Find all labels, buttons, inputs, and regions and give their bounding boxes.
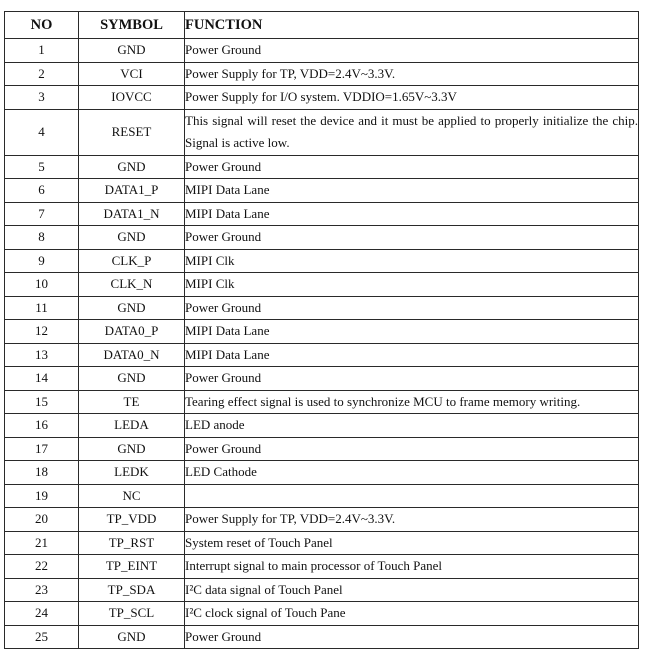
pin-symbol-cell: GND	[79, 367, 185, 391]
pin-function-cell: Tearing effect signal is used to synchronize MCU to frame memory writing.	[185, 390, 639, 414]
pin-number-cell: 9	[5, 249, 79, 273]
table-row	[5, 531, 639, 555]
table-row	[5, 508, 639, 532]
table-row	[5, 625, 639, 649]
pin-number-cell: 15	[5, 390, 79, 414]
pin-symbol-cell: GND	[79, 437, 185, 461]
table-row	[5, 461, 639, 485]
pin-symbol-cell: TP_VDD	[79, 508, 185, 532]
pin-number-cell: 11	[5, 296, 79, 320]
pin-number-cell: 5	[5, 155, 79, 179]
table-row	[5, 437, 639, 461]
table-row	[5, 320, 639, 344]
table-row	[5, 367, 639, 391]
table-body	[5, 39, 639, 649]
pin-number-cell: 22	[5, 555, 79, 579]
pin-symbol-cell: TP_SDA	[79, 578, 185, 602]
pin-number-cell: 21	[5, 531, 79, 555]
pin-symbol-cell: GND	[79, 296, 185, 320]
pin-symbol-cell: GND	[79, 155, 185, 179]
pin-symbol-cell: TP_RST	[79, 531, 185, 555]
table-row	[5, 390, 639, 414]
pin-symbol-cell: DATA1_N	[79, 202, 185, 226]
table-row	[5, 86, 639, 110]
pin-function-cell: Power Supply for TP, VDD=2.4V~3.3V.	[185, 62, 639, 86]
pin-symbol-cell: TE	[79, 390, 185, 414]
pin-number-cell: 13	[5, 343, 79, 367]
pin-function-cell: MIPI Clk	[185, 273, 639, 297]
pin-number-cell: 2	[5, 62, 79, 86]
pin-function-cell: This signal will reset the device and it must be applied to properly initialize the chip. Signal is active low.	[185, 109, 639, 155]
pin-symbol-cell: IOVCC	[79, 86, 185, 110]
pin-function-cell: Power Supply for I/O system. VDDIO=1.65V~3.3V	[185, 86, 639, 110]
pin-number-cell: 23	[5, 578, 79, 602]
pin-number-cell: 18	[5, 461, 79, 485]
pin-number-cell: 17	[5, 437, 79, 461]
pin-symbol-cell: GND	[79, 625, 185, 649]
pin-function-cell: MIPI Clk	[185, 249, 639, 273]
pin-function-cell: System reset of Touch Panel	[185, 531, 639, 555]
pin-function-cell: I²C data signal of Touch Panel	[185, 578, 639, 602]
pin-function-cell: MIPI Data Lane	[185, 343, 639, 367]
pin-function-cell: Power Ground	[185, 625, 639, 649]
pin-symbol-cell: RESET	[79, 109, 185, 155]
pin-function-cell: LED Cathode	[185, 461, 639, 485]
header-no: NO	[5, 12, 79, 39]
pin-number-cell: 16	[5, 414, 79, 438]
pin-symbol-cell: NC	[79, 484, 185, 508]
table-row	[5, 484, 639, 508]
pin-number-cell: 25	[5, 625, 79, 649]
pin-function-cell: Power Ground	[185, 155, 639, 179]
pin-symbol-cell: GND	[79, 39, 185, 63]
pin-function-cell: Interrupt signal to main processor of Touch Panel	[185, 555, 639, 579]
pin-symbol-cell: LEDK	[79, 461, 185, 485]
table-row	[5, 179, 639, 203]
pin-function-cell: MIPI Data Lane	[185, 320, 639, 344]
pin-number-cell: 12	[5, 320, 79, 344]
table-row	[5, 249, 639, 273]
pin-number-cell: 14	[5, 367, 79, 391]
pin-symbol-cell: CLK_P	[79, 249, 185, 273]
table-row	[5, 602, 639, 626]
header-function: FUNCTION	[185, 12, 639, 39]
pin-function-cell: Power Ground	[185, 437, 639, 461]
header-row	[5, 12, 639, 39]
pin-number-cell: 20	[5, 508, 79, 532]
table-row	[5, 155, 639, 179]
pin-symbol-cell: CLK_N	[79, 273, 185, 297]
pin-function-cell: LED anode	[185, 414, 639, 438]
pin-function-cell: Power Ground	[185, 367, 639, 391]
pin-number-cell: 24	[5, 602, 79, 626]
table-row	[5, 202, 639, 226]
pin-number-cell: 8	[5, 226, 79, 250]
table-row	[5, 226, 639, 250]
pin-symbol-cell: VCI	[79, 62, 185, 86]
pin-function-cell: Power Ground	[185, 226, 639, 250]
pin-symbol-cell: DATA1_P	[79, 179, 185, 203]
pin-symbol-cell: LEDA	[79, 414, 185, 438]
pin-function-cell: MIPI Data Lane	[185, 179, 639, 203]
pin-function-cell	[185, 484, 639, 508]
pin-number-cell: 1	[5, 39, 79, 63]
table-row	[5, 296, 639, 320]
table-row	[5, 109, 639, 155]
table-row	[5, 578, 639, 602]
pin-function-cell: Power Ground	[185, 39, 639, 63]
table-row	[5, 343, 639, 367]
pin-symbol-cell: TP_SCL	[79, 602, 185, 626]
pin-function-cell: Power Supply for TP, VDD=2.4V~3.3V.	[185, 508, 639, 532]
pin-function-cell: Power Ground	[185, 296, 639, 320]
pin-number-cell: 19	[5, 484, 79, 508]
pin-number-cell: 10	[5, 273, 79, 297]
pin-number-cell: 7	[5, 202, 79, 226]
table-row	[5, 555, 639, 579]
pin-symbol-cell: DATA0_P	[79, 320, 185, 344]
table-row	[5, 273, 639, 297]
pin-definition-table	[4, 11, 639, 649]
pin-symbol-cell: TP_EINT	[79, 555, 185, 579]
table-row	[5, 39, 639, 63]
table-row	[5, 62, 639, 86]
table-row	[5, 414, 639, 438]
pin-number-cell: 6	[5, 179, 79, 203]
pin-function-cell: MIPI Data Lane	[185, 202, 639, 226]
pin-number-cell: 3	[5, 86, 79, 110]
header-symbol: SYMBOL	[79, 12, 185, 39]
pin-function-cell: I²C clock signal of Touch Pane	[185, 602, 639, 626]
pin-symbol-cell: GND	[79, 226, 185, 250]
pin-symbol-cell: DATA0_N	[79, 343, 185, 367]
table-header	[5, 12, 639, 39]
pin-number-cell: 4	[5, 109, 79, 155]
